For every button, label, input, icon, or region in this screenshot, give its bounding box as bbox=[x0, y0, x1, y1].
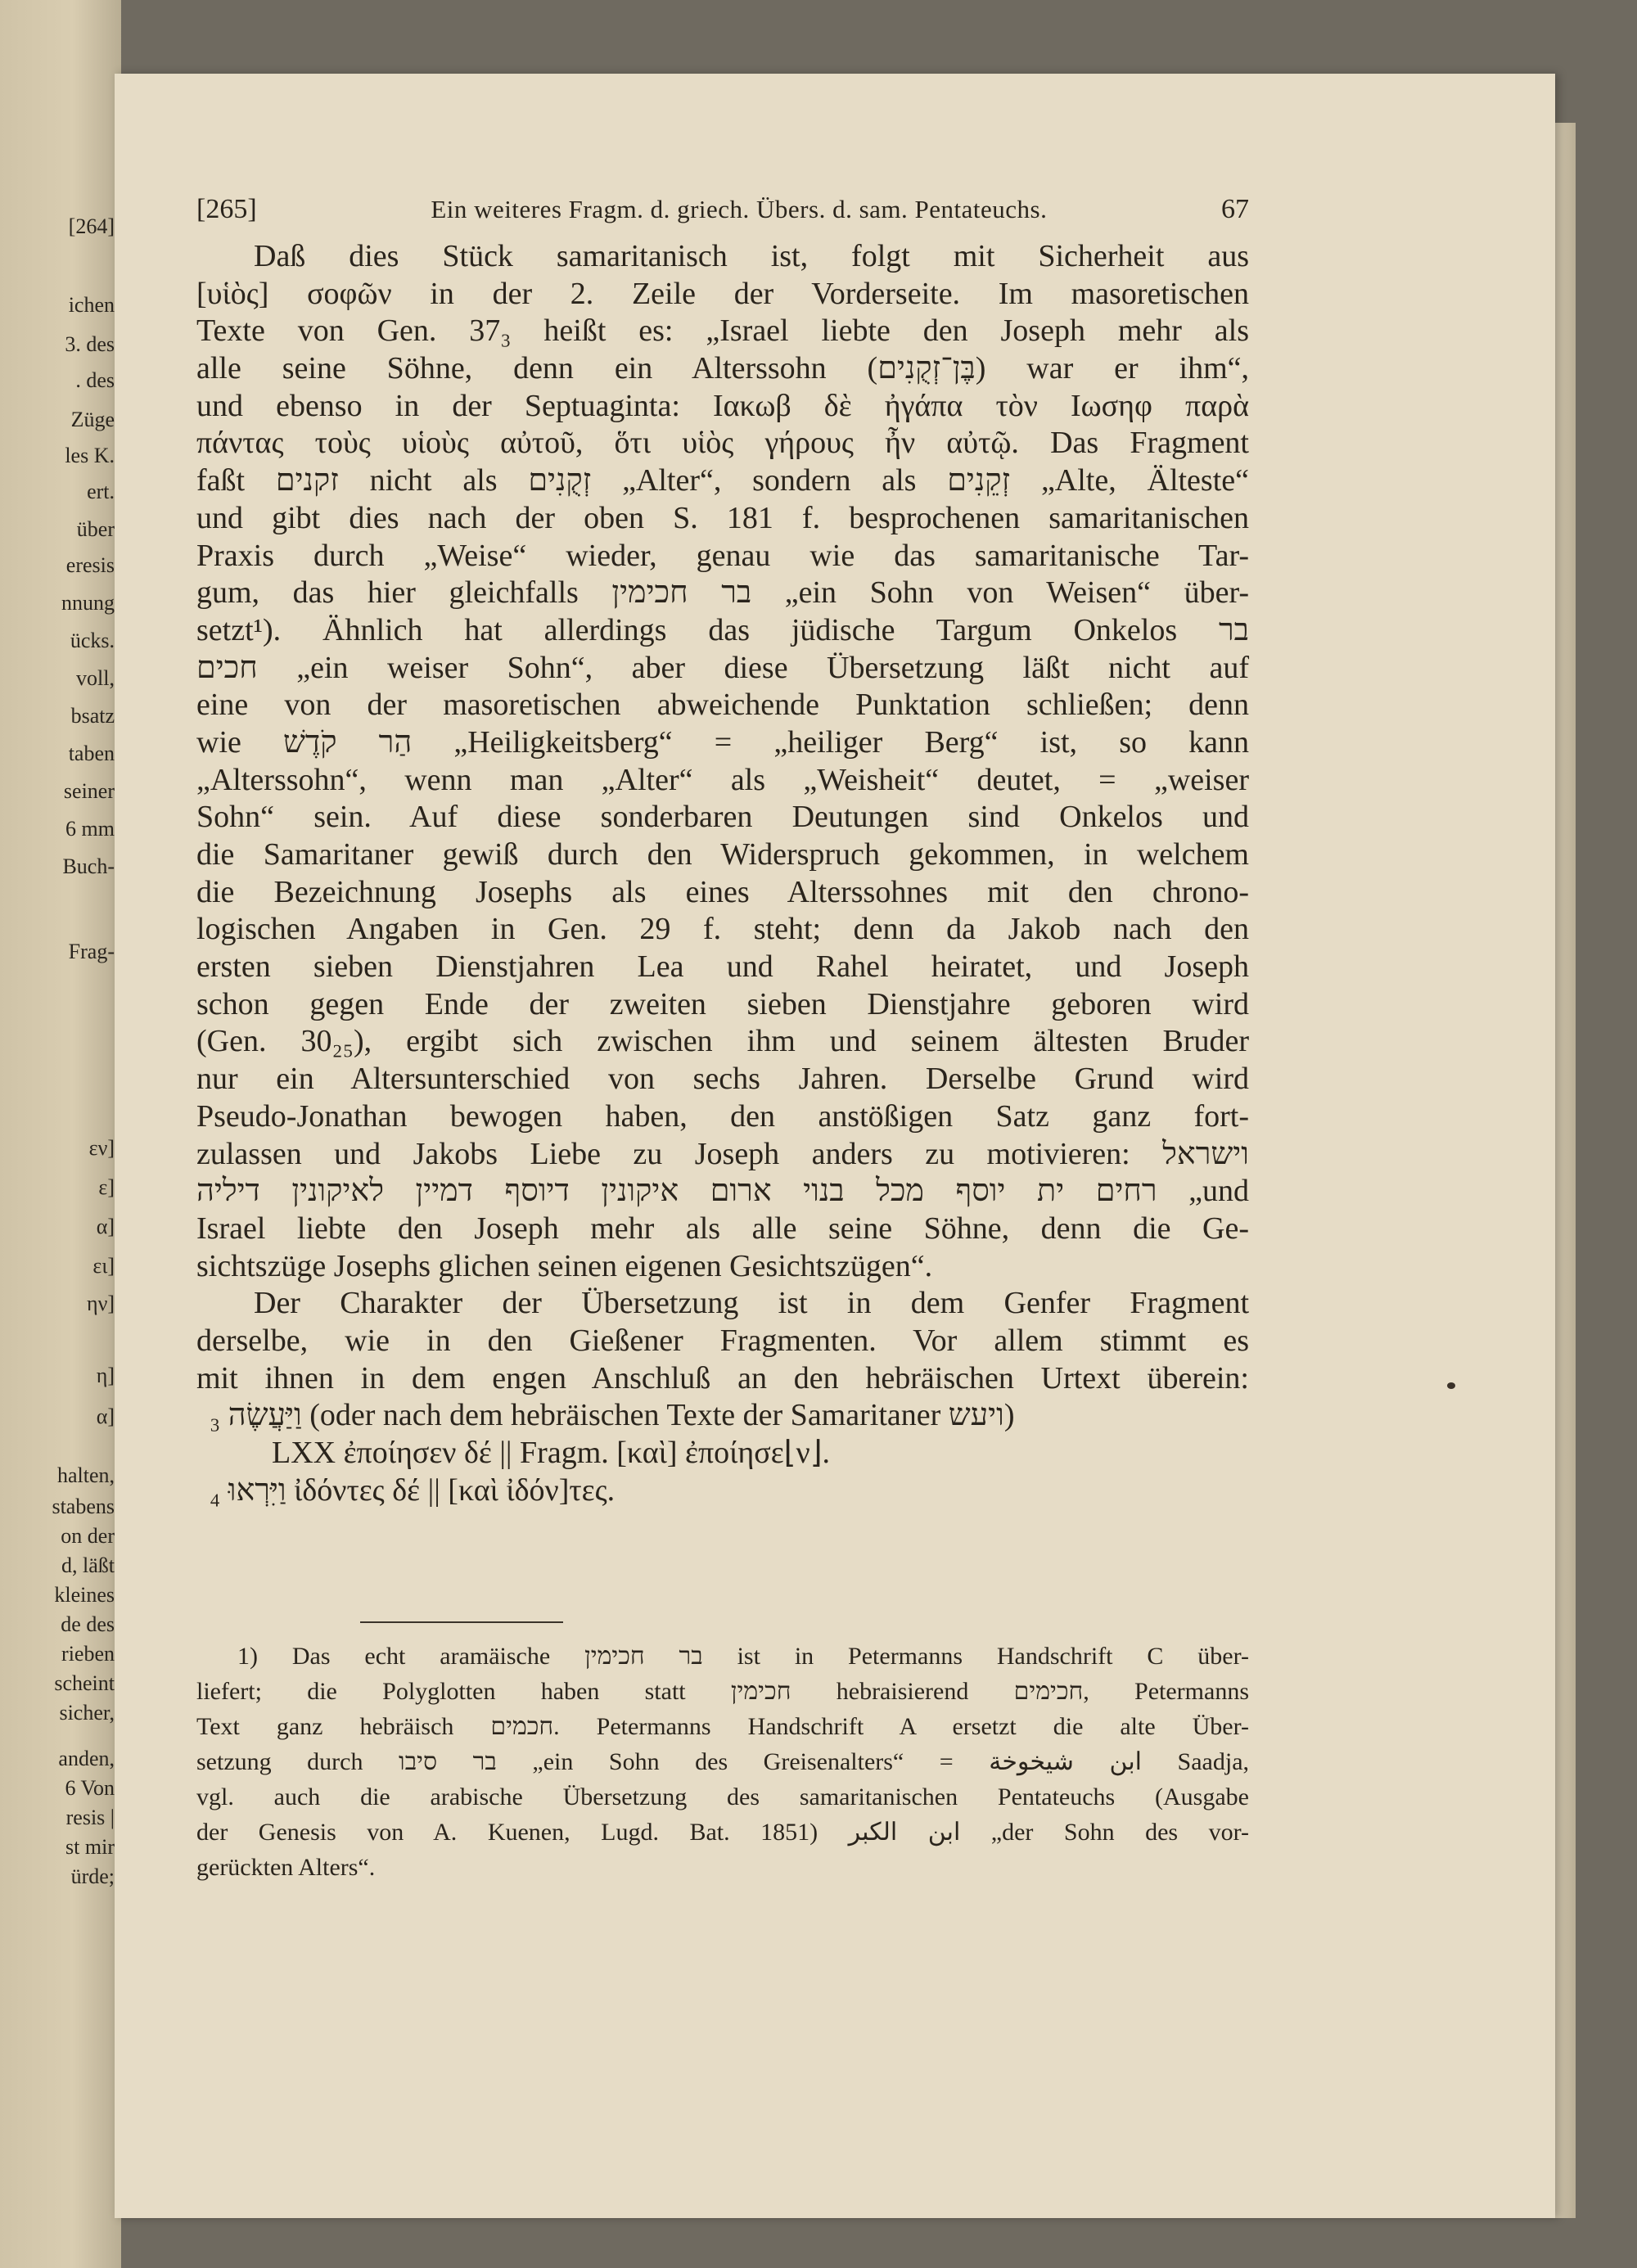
ink-spot bbox=[1447, 1382, 1455, 1389]
footnote-line: der Genesis von A. Kuenen, Lugd. Bat. 1851) ابن الكبر „der Sohn des vor- bbox=[196, 1819, 1249, 1846]
left-page-fragment: anden, bbox=[58, 1747, 115, 1770]
footnote-line: Text ganz hebräisch חכמים. Petermanns Handschrift A ersetzt die alte Über- bbox=[196, 1713, 1249, 1740]
left-page-edge bbox=[0, 0, 121, 2268]
verse-line: LXX ἐποίησεν δέ || Fragm. [καὶ] ἐποίησε⌊ν⌋. bbox=[272, 1436, 831, 1470]
left-page-fragment: seiner bbox=[63, 779, 115, 803]
body-line: die Bezeichnung Josephs als eines Alterssohnes mit den chrono- bbox=[196, 874, 1249, 909]
body-line: wie הַר קֹדֶשׁ „Heiligkeitsberg“ = „heiliger Berg“ ist, so kann bbox=[196, 724, 1249, 760]
body-line: und gibt dies nach der oben S. 181 f. besprochenen samaritanischen bbox=[196, 500, 1249, 535]
footnote-line: setzung durch בר סיבו „ein Sohn des Greisenalters“ = ابن شيخوخة Saadja, bbox=[196, 1748, 1250, 1775]
left-page-fragment: st mir bbox=[65, 1835, 115, 1859]
left-page-fragment: sicher, bbox=[59, 1701, 115, 1725]
left-page-fragment: εν] bbox=[88, 1136, 115, 1160]
body-line: alle seine Söhne, denn ein Alterssohn (בֶּן־זְקֻנִים) war er ihm“, bbox=[196, 351, 1249, 386]
left-page-fragment: α] bbox=[96, 1405, 115, 1428]
left-page-fragment: resis | bbox=[65, 1806, 115, 1829]
body-line: mit ihnen in dem engen Anschluß an den hebräischen Urtext überein: bbox=[196, 1360, 1249, 1396]
left-page-fragment: on der bbox=[61, 1524, 115, 1548]
left-page-fragment: η] bbox=[96, 1364, 115, 1387]
left-page-fragment: eresis bbox=[65, 553, 115, 577]
left-page-fragment: ην] bbox=[86, 1292, 115, 1315]
body-line: (Gen. 30₂₅), ergibt sich zwischen ihm und seinem ältesten Bruder bbox=[196, 1024, 1249, 1059]
left-page-fragment: ücks. bbox=[70, 629, 115, 652]
footnote-line: vgl. auch die arabische Übersetzung des samaritanischen Pentateuchs (Ausgabe bbox=[196, 1783, 1249, 1810]
body-line: Sohn“ sein. Auf diese sonderbaren Deutungen sind Onkelos und bbox=[196, 800, 1249, 835]
footnote-line: gerückten Alters“. bbox=[196, 1854, 376, 1881]
left-page-fragment: ert. bbox=[87, 480, 115, 503]
left-page-fragment: de des bbox=[61, 1612, 115, 1636]
body-line: schon gegen Ende der zweiten sieben Dienstjahre geboren wird bbox=[196, 986, 1249, 1021]
running-title: Ein weiteres Fragm. d. griech. Übers. d. sam. Pentateuchs. bbox=[431, 195, 1048, 223]
body-line: faßt זקנים nicht als זְקֻנִים „Alter“, sondern als זְקֵנִים „Alte, Älteste“ bbox=[196, 463, 1249, 498]
body-line: sichtszüge Josephs glichen seinen eigenen Gesichtszügen“. bbox=[196, 1248, 933, 1283]
left-page-fragment: kleines bbox=[54, 1583, 115, 1607]
left-page-fragment: 3. des bbox=[65, 332, 115, 356]
left-page-fragment: 6 mm bbox=[65, 817, 115, 841]
body-line: setzt¹). Ähnlich hat allerdings das jüdische Targum Onkelos בר bbox=[196, 612, 1249, 647]
body-line: Israel liebte den Joseph mehr als alle seine Söhne, denn die Ge- bbox=[196, 1211, 1249, 1246]
left-page-fragment: über bbox=[76, 517, 115, 541]
left-page-fragment: bsatz bbox=[70, 704, 115, 728]
body-line: „Alterssohn“, wenn man „Alter“ als „Weisheit“ deutet, = „weiser bbox=[196, 762, 1249, 797]
body-line: Praxis durch „Weise“ wieder, genau wie das samaritanische Tar- bbox=[196, 538, 1249, 573]
body-line: Der Charakter der Übersetzung ist in dem Genfer Fragment bbox=[254, 1286, 1249, 1321]
bracket-page-number: [265] bbox=[196, 194, 257, 224]
left-page-fragment: nnung bbox=[61, 591, 115, 615]
left-page-fragment: Buch- bbox=[62, 854, 115, 878]
running-header bbox=[196, 190, 1249, 229]
body-line: logischen Angaben in Gen. 29 f. steht; denn da Jakob nach den bbox=[196, 912, 1249, 947]
body-line: [υἱὸς] σοφῶν in der 2. Zeile der Vorderseite. Im masoretischen bbox=[196, 276, 1249, 311]
left-page-fragment: Frag- bbox=[68, 940, 115, 963]
left-page-fragment: stabens bbox=[52, 1495, 115, 1518]
left-page-fragment: rieben bbox=[61, 1642, 115, 1666]
verse-line: ₄ וַיִּרְאוּ ἰδόντες δέ || [καὶ ἰδόν]τες. bbox=[210, 1472, 616, 1508]
left-page-fragment: ürde; bbox=[70, 1864, 115, 1888]
left-page-fragment: 6 Von bbox=[65, 1776, 115, 1800]
body-line: Daß dies Stück samaritanisch ist, folgt mit Sicherheit aus bbox=[254, 239, 1249, 273]
left-page-fragment: ει] bbox=[92, 1254, 115, 1278]
verse-line: ₃ וַיַּעֲשֶׂה (oder nach dem hebräischen Texte der Samaritaner ויעש) bbox=[210, 1398, 1015, 1433]
body-line: חכים „ein weiser Sohn“, aber diese Übersetzung läßt nicht auf bbox=[196, 650, 1249, 685]
left-page-fragment: voll, bbox=[76, 666, 115, 690]
body-line: die Samaritaner gewiß durch den Widerspruch gekommen, in welchem bbox=[196, 837, 1249, 872]
body-line: nur ein Altersunterschied von sechs Jahren. Derselbe Grund wird bbox=[196, 1062, 1249, 1097]
body-line: πάντας τοὺς υἱοὺς αὐτοῦ, ὅτι υἱὸς γήρους ἦν αὐτῷ. Das Fragment bbox=[196, 426, 1249, 461]
left-page-fragment: ε] bbox=[98, 1175, 115, 1199]
body-text bbox=[196, 238, 1249, 1509]
body-line: Texte von Gen. 37₃ heißt es: „Israel liebte den Joseph mehr als bbox=[196, 313, 1249, 349]
footnote-line: liefert; die Polyglotten haben statt חכימין hebraisierend חכימים, Petermanns bbox=[196, 1678, 1249, 1705]
body-line: eine von der masoretischen abweichende Punktation schließen; denn bbox=[196, 688, 1249, 723]
left-page-fragment: scheint bbox=[54, 1671, 115, 1695]
body-line: gum, das hier gleichfalls בר חכימין „ein Sohn von Weisen“ über- bbox=[196, 575, 1250, 611]
left-page-fragment: . des bbox=[75, 368, 115, 392]
left-page-fragment: les K. bbox=[65, 444, 115, 467]
footnotes bbox=[196, 1639, 1249, 1885]
footnote-rule bbox=[360, 1621, 563, 1623]
body-line: ersten sieben Dienstjahren Lea und Rahel heiratet, und Joseph bbox=[196, 949, 1249, 985]
left-page-fragment: α] bbox=[96, 1215, 115, 1238]
body-line: derselbe, wie in den Gießener Fragmenten. Vor allem stimmt es bbox=[196, 1323, 1249, 1358]
body-line: zulassen und Jakobs Liebe zu Joseph anders zu motivieren: וישראל bbox=[196, 1136, 1249, 1171]
left-page-fragment: taben bbox=[68, 742, 115, 765]
left-page-fragment: halten, bbox=[56, 1463, 115, 1487]
left-page-fragment: d, läßt bbox=[61, 1553, 115, 1577]
body-line: und ebenso in der Septuaginta: Ιακωβ δὲ ἠγάπα τὸν Ιωσηφ παρὰ bbox=[196, 388, 1249, 423]
page-number: 67 bbox=[1220, 194, 1249, 224]
body-line: Pseudo-Jonathan bewogen haben, den anstößigen Satz ganz fort- bbox=[196, 1098, 1249, 1134]
footnote-line: 1) Das echt aramäische בר חכימין ist in Petermanns Handschrift C über- bbox=[237, 1643, 1249, 1670]
left-page-fragment: [264] bbox=[68, 214, 115, 238]
left-page-fragment: ichen bbox=[68, 293, 115, 317]
left-page-fragment: Züge bbox=[70, 408, 115, 431]
body-line: רחים ית יוסף מכל בנוי ארום איקונין דיוסף דמיין לאיקונין דיליה „und bbox=[196, 1174, 1249, 1209]
